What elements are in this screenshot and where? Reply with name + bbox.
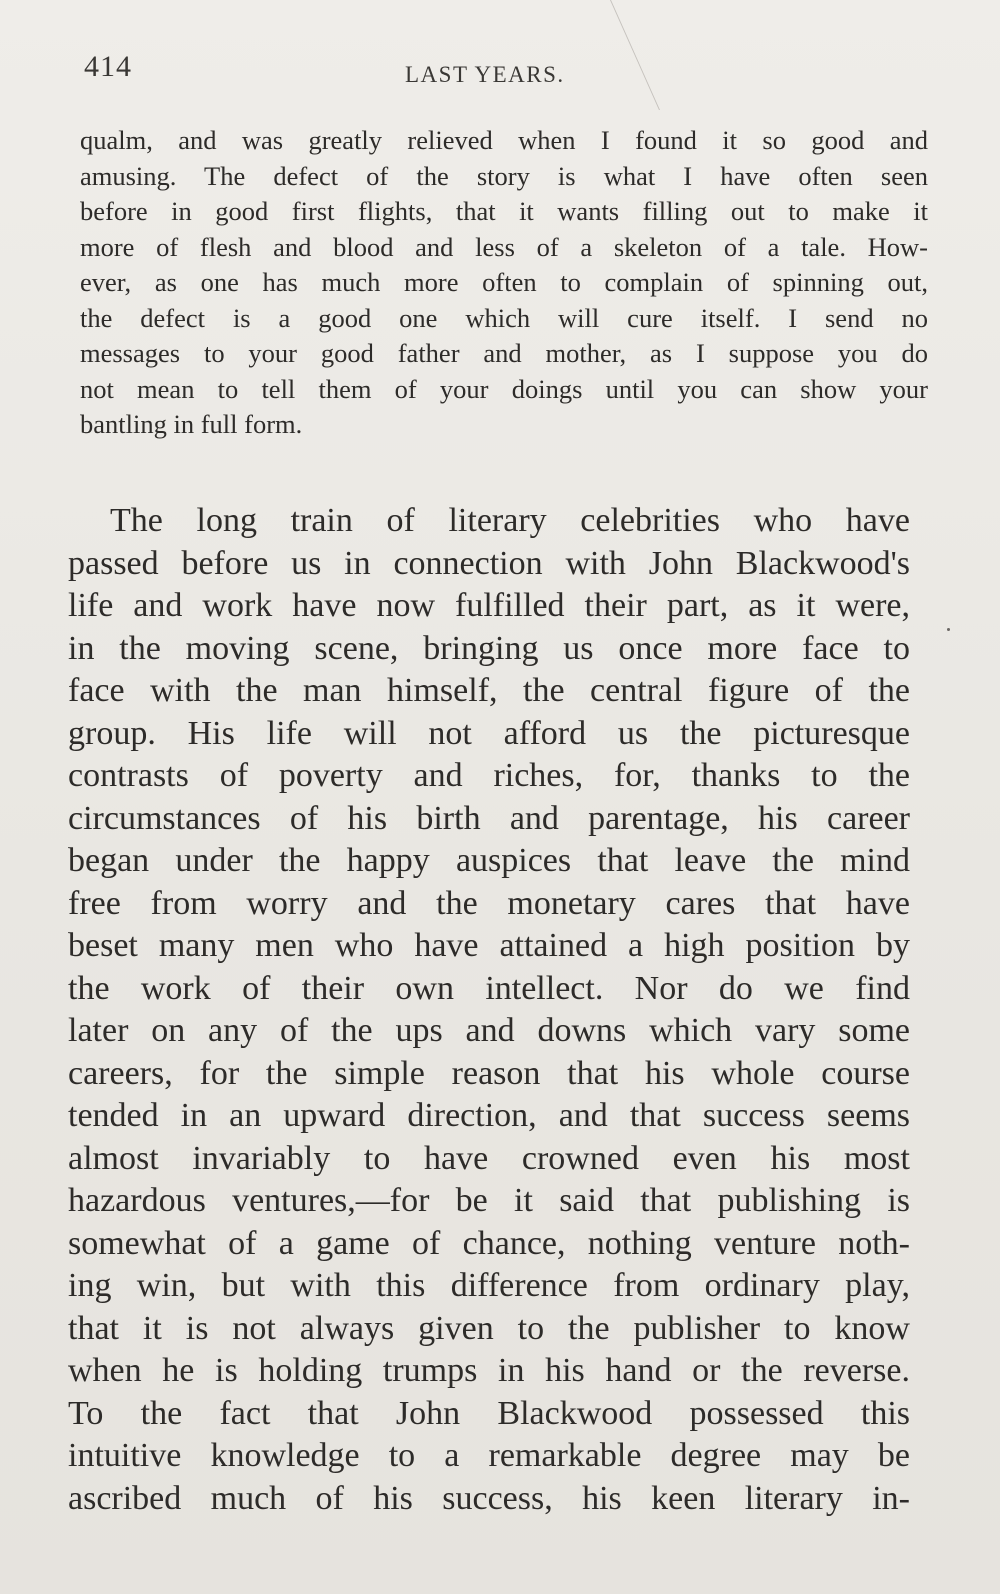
paragraph-line: life and work have now fulfilled their part, as it were, [68,587,910,624]
paragraph-line: group. His life will not afford us the picturesque [68,714,910,752]
paragraph-line: began under the happy auspices that leave the mind [68,842,910,879]
running-title: LAST YEARS. [405,62,565,87]
paragraph-line: careers, for the simple reason that his whole course [68,1054,910,1092]
paragraph-line: almost invariably to have crowned even his most [68,1139,910,1177]
paper-crease [540,0,660,110]
paper-speck [947,628,950,631]
paragraph-line: ascribed much of his success, his keen literary in- [68,1479,910,1517]
paragraph-line: circumstances of his birth and parentage, his career [68,799,910,837]
paragraph-line: face with the man himself, the central figure of the [68,672,910,709]
letter-line: more of flesh and blood and less of a skeleton of a tale. How- [80,231,928,262]
paragraph-line: ing win, but with this difference from ordinary play, [68,1267,910,1304]
page-number: 414 [84,50,132,83]
letter-line: the defect is a good one which will cure itself. I send no [80,302,928,333]
paragraph-line: tended in an upward direction, and that success seems [68,1097,910,1134]
paragraph-line: that it is not always given to the publisher to know [68,1309,910,1347]
paragraph-line: in the moving scene, bringing us once more face to [68,629,910,667]
paragraph-line: hazardous ventures,—for be it said that publishing is [68,1182,910,1219]
letter-line: messages to your good father and mother, as I suppose you do [80,338,928,368]
paragraph-line: when he is holding trumps in his hand or the reverse. [68,1352,910,1389]
paragraph-line: intuitive knowledge to a remarkable degree may be [68,1437,910,1474]
paragraph-line: contrasts of poverty and riches, for, thanks to the [68,757,910,794]
letter-line: bantling in full form. [80,409,303,439]
main-paragraph [68,500,910,1520]
letter-line: qualm, and was greatly relieved when I found it so good and [80,125,928,155]
paragraph-line: The long train of literary celebrities who have [110,502,910,539]
paragraph-line: To the fact that John Blackwood possessed this [68,1394,910,1432]
paragraph-line: free from worry and the monetary cares that have [68,884,910,922]
letter-excerpt [80,123,928,443]
paragraph-line: passed before us in connection with John Blackwood's [68,544,910,582]
paragraph-line: later on any of the ups and downs which vary some [68,1012,910,1049]
paragraph-line: beset many men who have attained a high position by [68,927,910,964]
letter-line: not mean to tell them of your doings until you can show your [80,373,928,404]
paragraph-line: somewhat of a game of chance, nothing venture noth- [68,1224,910,1262]
letter-line: before in good first flights, that it wants filling out to make it [80,196,928,226]
letter-line: ever, as one has much more often to complain of spinning out, [80,267,928,297]
letter-line: amusing. The defect of the story is what I have often seen [80,160,928,191]
paragraph-line: the work of their own intellect. Nor do we find [68,969,910,1007]
